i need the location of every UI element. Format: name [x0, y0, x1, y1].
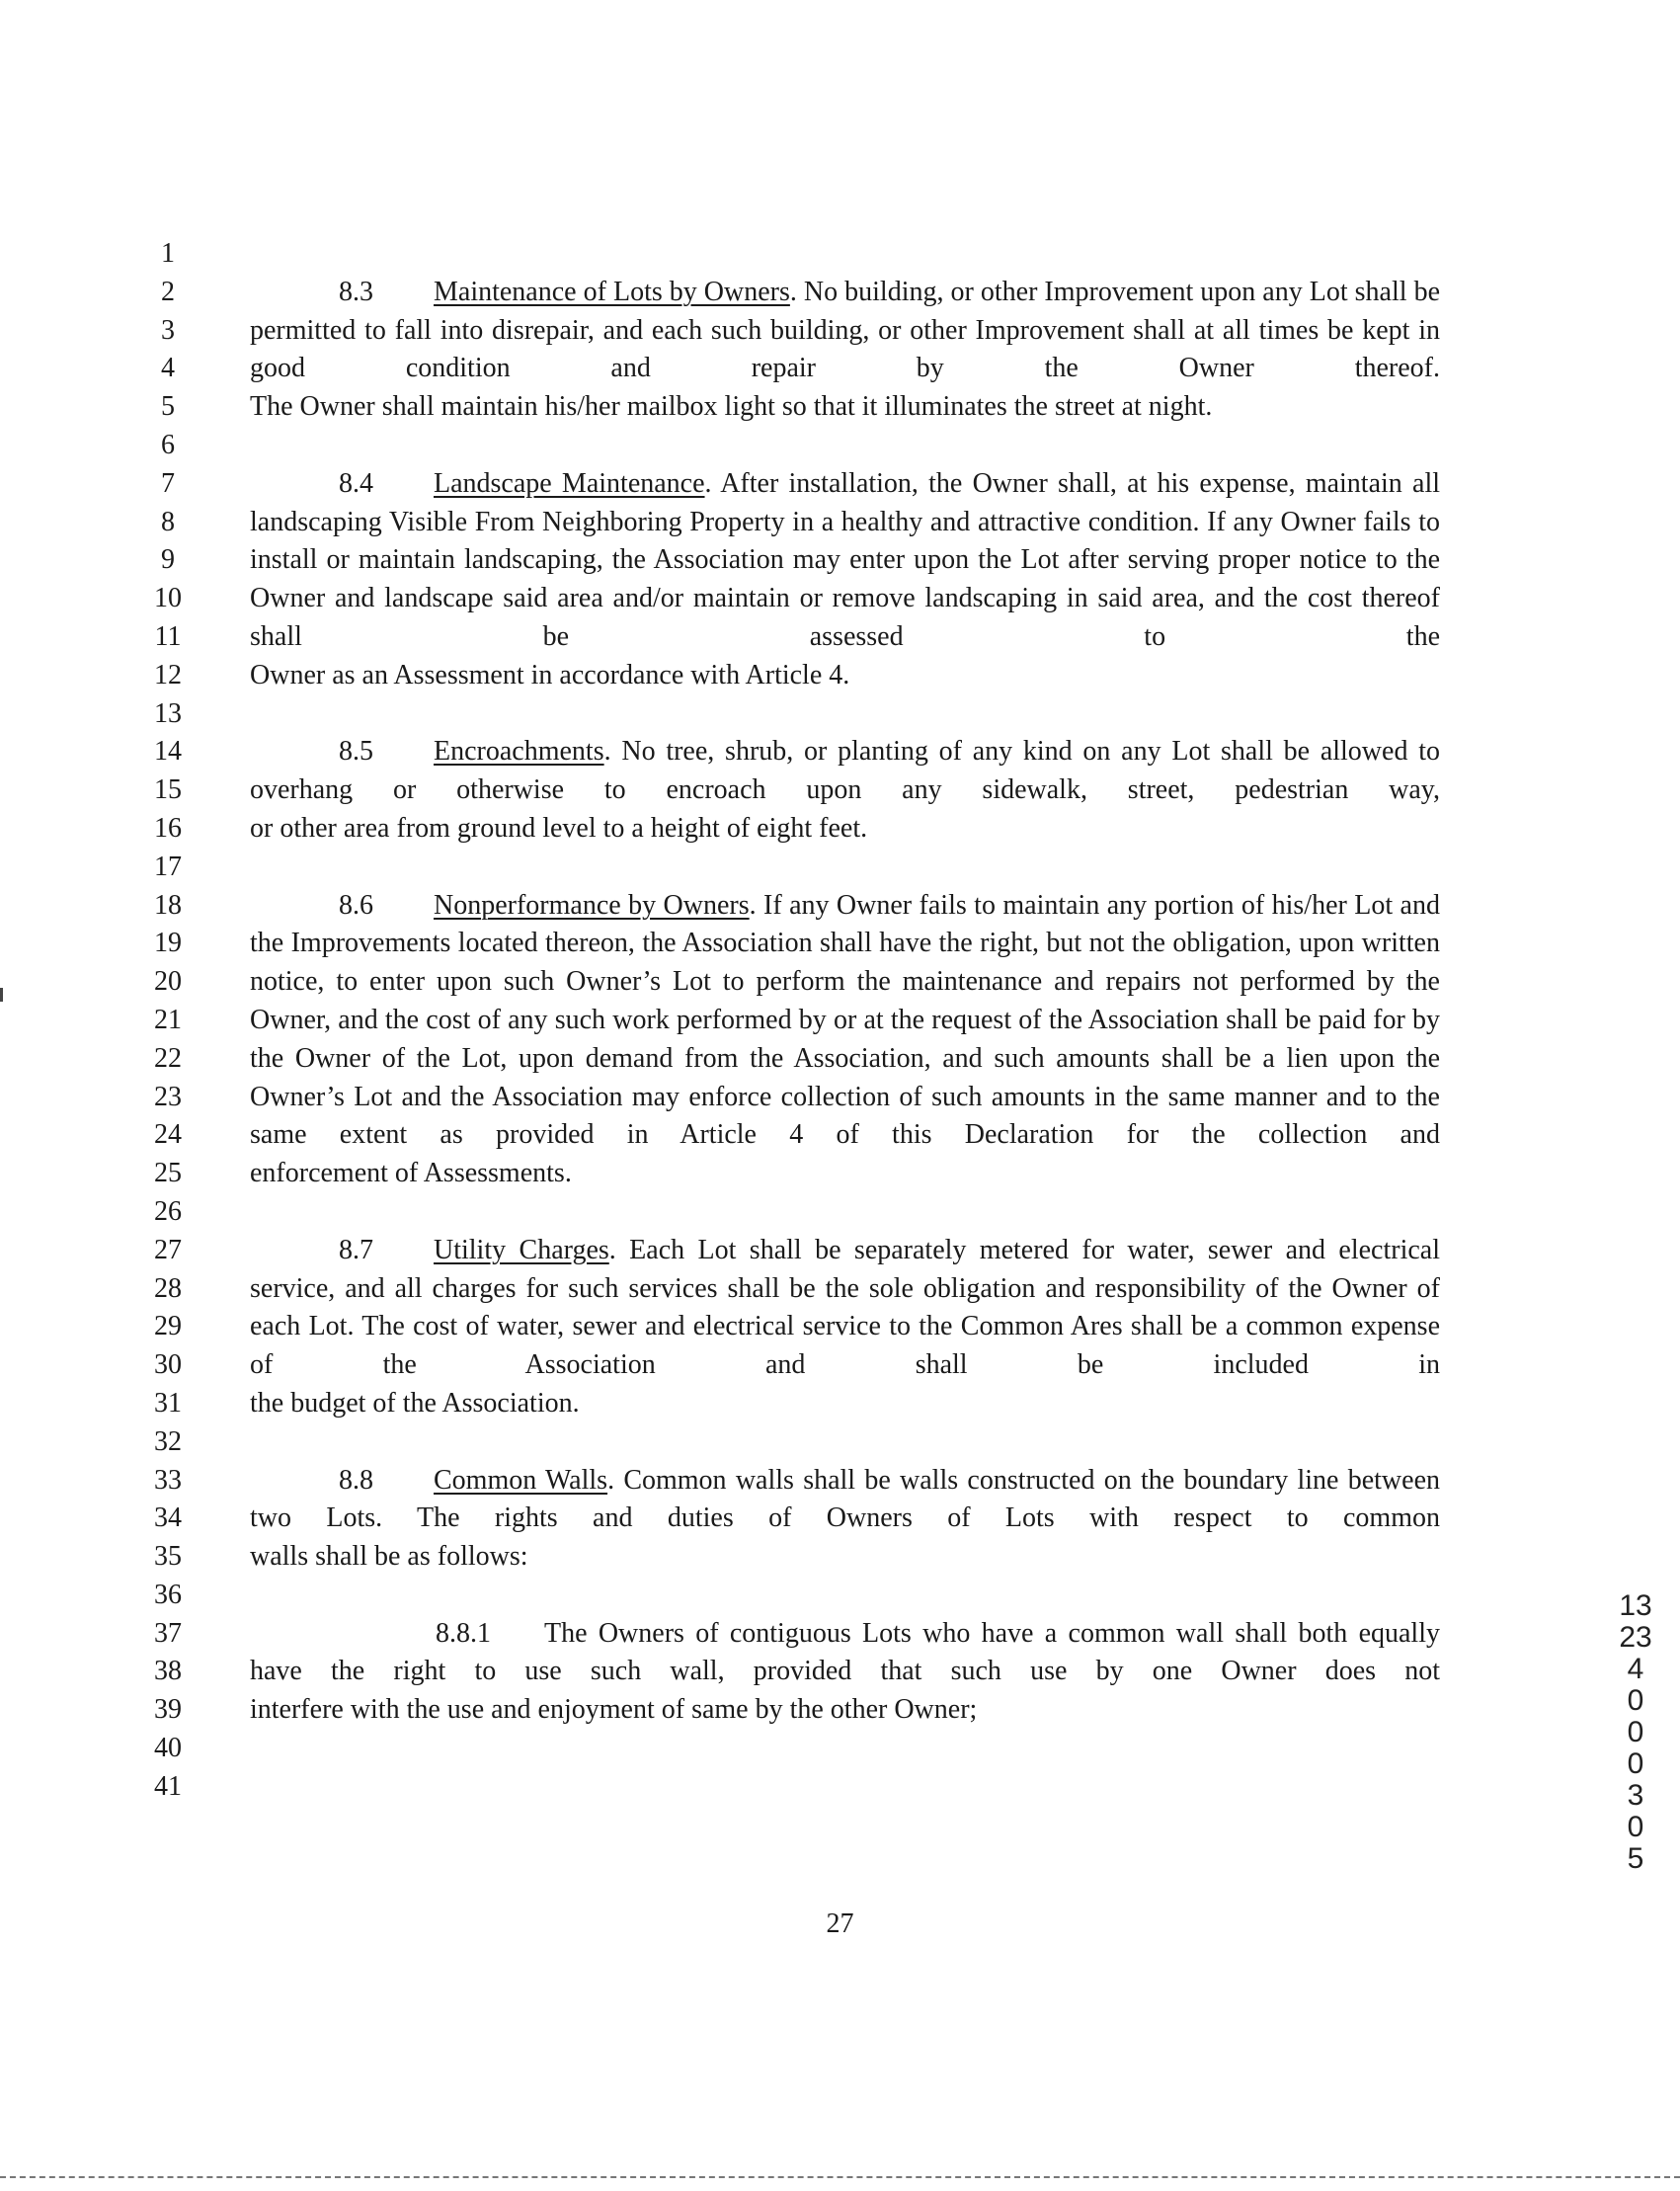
line-number: 33 [154, 1464, 182, 1496]
section-number: 8.5 [339, 736, 373, 768]
section-last-line: Owner as an Assessment in accordance with Article 4. [250, 659, 850, 690]
section-heading: Landscape Maintenance [434, 467, 705, 499]
line-number: 25 [154, 1158, 182, 1189]
blank-line [250, 427, 1440, 465]
line-number: 37 [154, 1617, 182, 1649]
section-8-8 [250, 1462, 1440, 1577]
line-number: 12 [154, 659, 182, 690]
line-number: 1 [161, 238, 175, 269]
section-8-3 [250, 274, 1440, 427]
section-number: 8.7 [339, 1234, 373, 1265]
section-heading: Common Walls [434, 1464, 608, 1496]
section-last-line: or other area from ground level to a height of eight feet. [250, 812, 868, 844]
section-body: . No tree, shrub, or planting of any kind on any Lot shall be allowed to overhang or otherwise to encroach upon any sidewalk, street, pedestrian way, [250, 736, 1440, 806]
section-last-line: The Owner shall maintain his/her mailbox light so that it illuminates the street at night. [250, 391, 1213, 423]
line-number-gutter [148, 235, 188, 1807]
section-body: . No building, or other Improvement upon any Lot shall be permitted to fall into disrepair, and each such building, or other Improvement shall at all times be kept in good condition and repair by the Owner thereof. [250, 276, 1440, 384]
line-number: 34 [154, 1502, 182, 1534]
line-number: 10 [154, 583, 182, 614]
line-number: 27 [154, 1234, 182, 1265]
line-number: 6 [161, 429, 175, 460]
line-number: 11 [154, 620, 182, 652]
line-number: 20 [154, 966, 182, 998]
line-number: 7 [161, 467, 175, 499]
line-number: 38 [154, 1656, 182, 1687]
section-heading: Utility Charges [434, 1234, 609, 1265]
blank-line [250, 695, 1440, 734]
line-number: 35 [154, 1541, 182, 1573]
subsection-number: 8.8.1 [436, 1617, 491, 1649]
line-number: 8 [161, 506, 175, 537]
subsection-last-line: interfere with the use and enjoyment of same by the other Owner; [250, 1694, 978, 1726]
section-last-line: walls shall be as follows: [250, 1541, 528, 1573]
section-number: 8.6 [339, 889, 373, 921]
recording-number-stamp: 1323 4 0 0 0 3 0 5 [1619, 1589, 1652, 1875]
section-number: 8.3 [339, 276, 373, 307]
section-body: . If any Owner fails to maintain any portion of his/her Lot and the Improvements located thereon, the Association shall have the right, but not the obligation, upon written notice, to enter upon such Owner’s Lot to perform the maintenance and repairs not performed by the Owner, and the cost of any such work performed by or at the request of the Association shall be paid for by the Owner of the Lot, upon demand from the Association, and such amounts shall be a lien upon the Owner’s Lot and the Association may enforce collection of such amounts in the same manner and to the same extent as provided in Article 4 of this Declaration for the collection and [250, 889, 1440, 1151]
section-body: . Each Lot shall be separately metered for water, sewer and electrical service, and all charges for such services shall be the sole obligation and responsibility of the Owner of each Lot. The cost of water, sewer and electrical service to the Common Ares shall be a common expense of the Association and shall be included in [250, 1234, 1440, 1381]
line-number: 23 [154, 1081, 182, 1112]
line-number: 17 [154, 851, 182, 882]
line-number: 40 [154, 1733, 182, 1764]
blank-line [250, 1193, 1440, 1232]
section-heading: Encroachments [434, 736, 604, 768]
subsection-body: The Owners of contiguous Lots who have a common wall shall both equally have the right to use such wall, provided that such use by one Owner does not [250, 1617, 1440, 1687]
document-body [250, 235, 1440, 1730]
line-number: 18 [154, 889, 182, 921]
section-8-5 [250, 733, 1440, 848]
line-number: 39 [154, 1694, 182, 1726]
blank-line [250, 1577, 1440, 1615]
line-number: 15 [154, 774, 182, 806]
line-number: 28 [154, 1272, 182, 1304]
section-last-line: the budget of the Association. [250, 1387, 580, 1419]
line-number: 30 [154, 1349, 182, 1381]
line-number: 26 [154, 1195, 182, 1227]
subsection-8-8-1 [250, 1615, 1440, 1730]
section-heading: Nonperformance by Owners [434, 889, 750, 921]
line-number: 31 [154, 1387, 182, 1419]
section-8-4 [250, 465, 1440, 695]
line-number: 3 [161, 314, 175, 346]
line-number: 16 [154, 812, 182, 844]
section-heading: Maintenance of Lots by Owners [434, 276, 790, 307]
section-number: 8.8 [339, 1464, 373, 1496]
line-number: 24 [154, 1119, 182, 1151]
line-number: 21 [154, 1004, 182, 1035]
section-8-7 [250, 1232, 1440, 1423]
section-body: . After installation, the Owner shall, at his expense, maintain all landscaping Visible From Neighboring Property in a healthy and attractive condition. If any Owner fails to install or maintain landscaping, the Association may enter upon the Lot after serving proper notice to the Owner and landscape said area and/or maintain or remove landscaping in said area, and the cost thereof shall be assessed to the [250, 467, 1440, 652]
line-number: 14 [154, 736, 182, 768]
line-number: 41 [154, 1770, 182, 1802]
scan-bottom-edge [0, 2176, 1680, 2178]
page-number: 27 [826, 1908, 854, 1939]
line-number: 4 [161, 353, 175, 384]
line-number: 22 [154, 1042, 182, 1074]
blank-line [250, 849, 1440, 887]
line-number: 32 [154, 1425, 182, 1457]
blank-line [250, 235, 1440, 274]
blank-line [250, 1423, 1440, 1462]
line-number: 2 [161, 276, 175, 307]
section-body: . Common walls shall be walls constructed on the boundary line between two Lots. The rights and duties of Owners of Lots with respect to common [250, 1464, 1440, 1534]
line-number: 9 [161, 544, 175, 576]
section-number: 8.4 [339, 467, 373, 499]
line-number: 13 [154, 697, 182, 729]
line-number: 36 [154, 1579, 182, 1610]
scan-margin-mark [0, 988, 3, 1002]
section-8-6 [250, 887, 1440, 1193]
line-number: 29 [154, 1311, 182, 1342]
line-number: 5 [161, 391, 175, 423]
line-number: 19 [154, 928, 182, 959]
section-last-line: enforcement of Assessments. [250, 1158, 572, 1189]
